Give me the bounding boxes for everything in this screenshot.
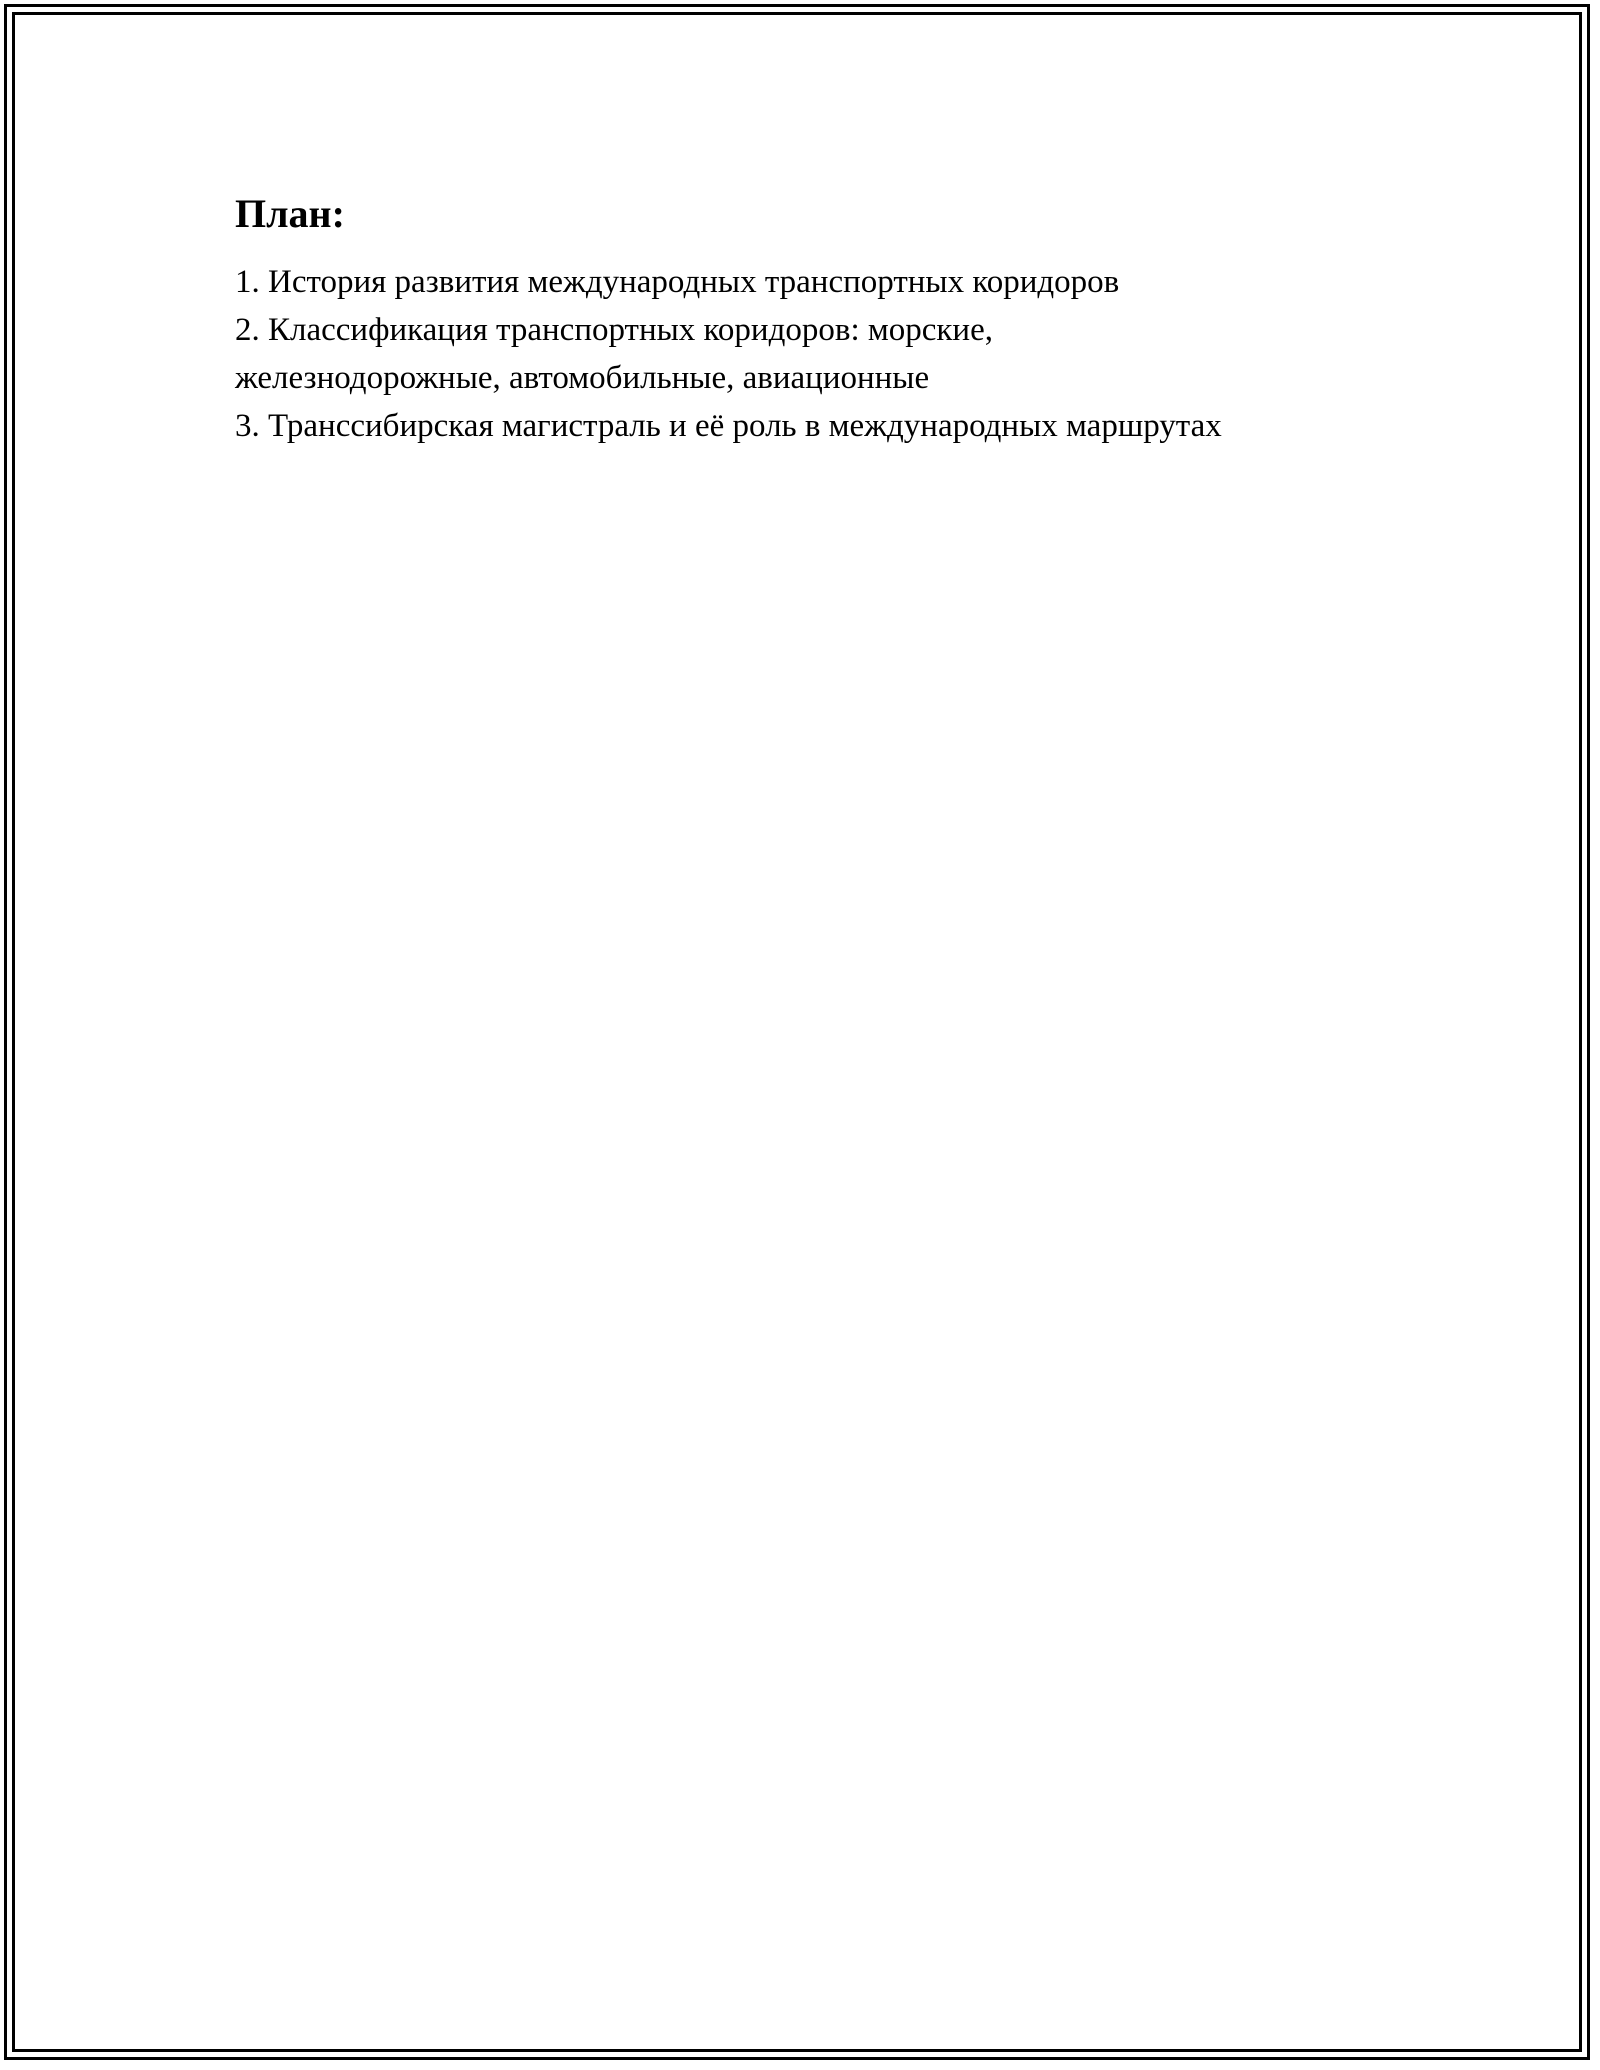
plan-item-line: 3. Транссибирская магистраль и её роль в международных маршрутах xyxy=(235,408,1222,444)
plan-item-line: 2. Классификация транспортных коридоров: морские, xyxy=(235,312,993,348)
plan-item-3 xyxy=(235,402,1415,450)
plan-item-1 xyxy=(235,258,1415,306)
plan-list xyxy=(235,258,1415,450)
plan-heading: План: xyxy=(235,191,345,236)
plan-item-line: 1. История развития международных транспортных коридоров xyxy=(235,264,1120,300)
plan-item-2 xyxy=(235,306,1415,402)
page-content xyxy=(235,186,1415,450)
plan-item-line: железнодорожные, автомобильные, авиационные xyxy=(235,360,930,396)
